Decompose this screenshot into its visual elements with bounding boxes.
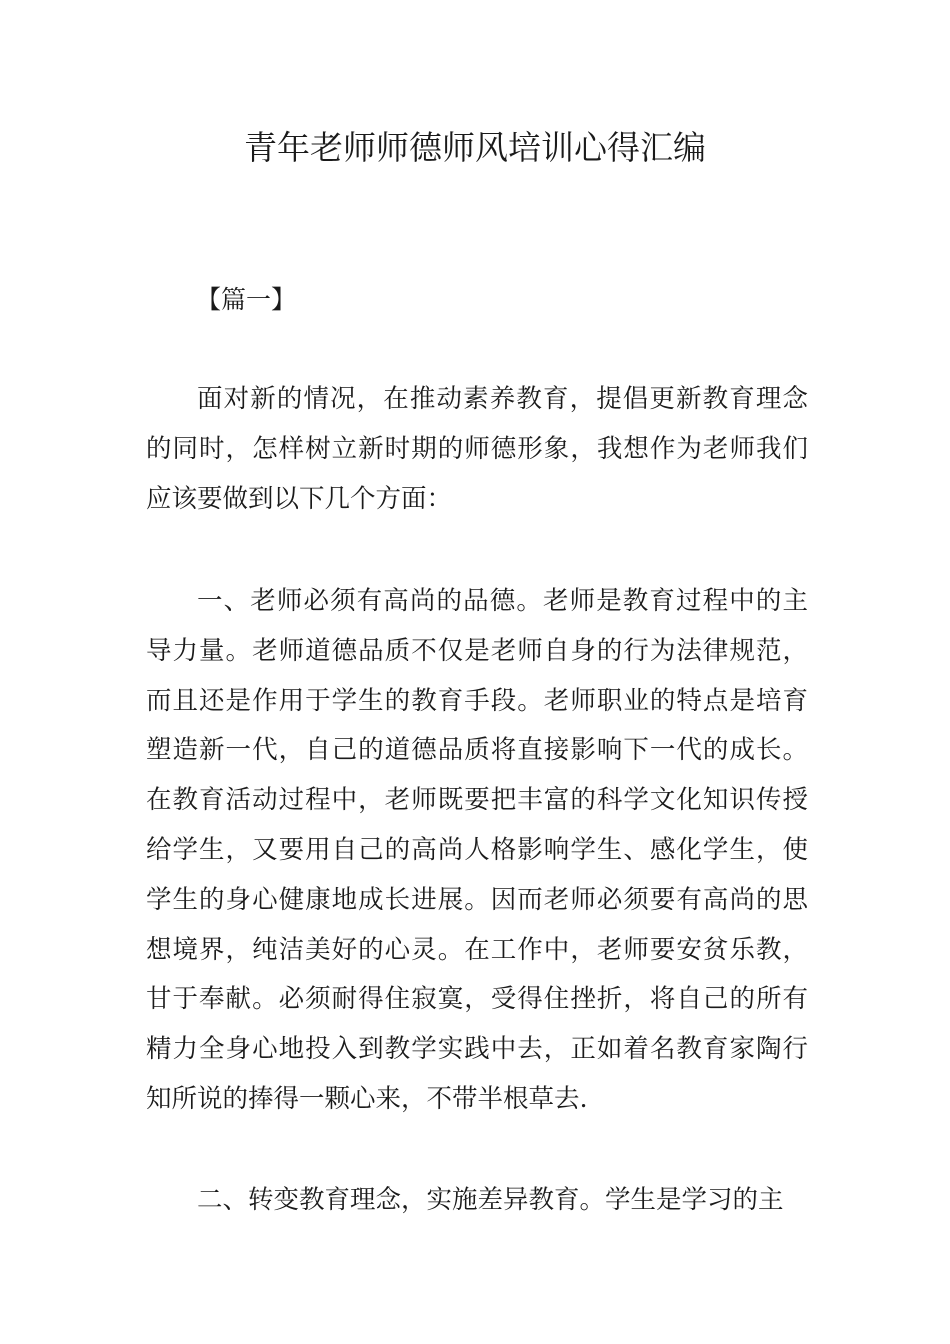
paragraph-intro: 面对新的情况，在推动素养教育，提倡更新教育理念的同时，怎样树立新时期的师德形象，我想作为老师我们应该要做到以下几个方面： [146, 384, 808, 514]
document-title: 青年老师师德师风培训心得汇编 [244, 128, 706, 167]
section-label: 【篇一】 [196, 285, 297, 314]
paragraph-point-one: 一、老师必须有高尚的品德。老师是教育过程中的主导力量。老师道德品质不仅是老师自身的行为法律规范，而且还是作用于学生的教育手段。老师职业的特点是培育塑造新一代，自己的道德品质将直接影响下一代的成长。在教育活动过程中，老师既要把丰富的科学文化知识传授给学生，又要用自己的高尚人格影响学生、感化学生，使学生的身心健康地成长进展。因而老师必须要有高尚的思想境界，纯洁美好的心灵。在工作中，老师要安贫乐教，甘于奉献。必须耐得住寂寞，受得住挫折，将自己的所有精力全身心地投入到教学实践中去，正如着名教育家陶行知所说的捧得一颗心来，不带半根草去. [146, 586, 808, 1114]
paragraph-point-two: 二、转变教育理念，实施差异教育。学生是学习的主 [197, 1185, 784, 1215]
